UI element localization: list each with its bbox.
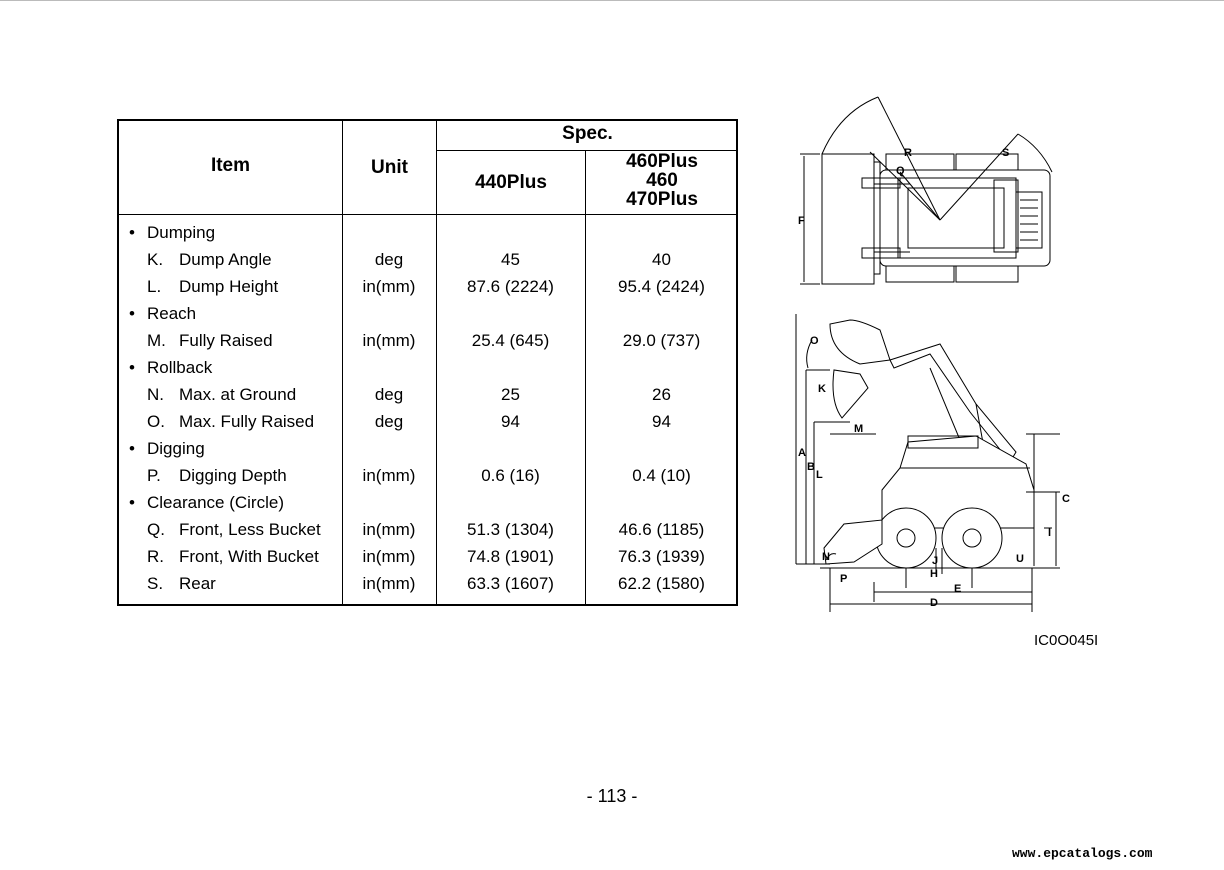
table-row [119, 273, 736, 300]
row-label-text: Digging [147, 439, 205, 458]
value-440plus: 51.3 (1304) [467, 520, 554, 539]
value-460plus: 40 [652, 250, 671, 269]
table-row [119, 516, 736, 543]
header-model-line: 470Plus [626, 189, 698, 210]
row-letter: Q. [147, 520, 165, 539]
svg-text:P: P [840, 573, 848, 585]
row-label [129, 435, 205, 462]
row-unit: in(mm) [362, 547, 416, 566]
row-label-text: Reach [147, 304, 197, 323]
row-label [147, 570, 216, 597]
top-view-diagram [798, 97, 1052, 284]
value-460plus: 0.4 (10) [632, 466, 691, 485]
table-group-row [119, 435, 736, 462]
table-row [119, 246, 736, 273]
row-label-text: Max. Fully Raised [179, 412, 315, 431]
row-label [147, 543, 319, 570]
svg-text:D: D [930, 597, 938, 609]
header-model-line: 460 [646, 170, 678, 191]
value-440plus: 45 [501, 250, 520, 269]
row-label [129, 354, 212, 381]
value-440plus: 25 [501, 385, 520, 404]
row-label [129, 300, 196, 327]
svg-text:H: H [930, 568, 938, 580]
value-460plus: 26 [652, 385, 671, 404]
header-model-440plus: 440Plus [475, 172, 547, 193]
svg-text:Q: Q [896, 165, 905, 177]
bullet: • [129, 493, 135, 512]
row-label-text: Clearance (Circle) [147, 493, 284, 512]
row-label-text: Rear [179, 574, 216, 593]
row-label-text: Dump Height [179, 277, 279, 296]
row-label-text: Front, Less Bucket [179, 520, 321, 539]
row-unit: in(mm) [362, 574, 416, 593]
svg-text:K: K [818, 383, 826, 395]
watermark-link[interactable]: www.epcatalogs.com [1012, 846, 1153, 861]
row-unit: in(mm) [362, 520, 416, 539]
row-letter: O. [147, 412, 165, 431]
bullet: • [129, 304, 135, 323]
header-unit: Unit [371, 157, 408, 178]
svg-text:R: R [904, 147, 912, 159]
value-440plus: 94 [501, 412, 520, 431]
table-group-row [119, 219, 736, 246]
row-label-text: Max. at Ground [179, 385, 297, 404]
row-label [147, 246, 272, 273]
header-model-460-group [586, 152, 738, 209]
row-label [147, 381, 296, 408]
row-unit: in(mm) [362, 331, 416, 350]
table-group-row [119, 300, 736, 327]
row-label-text: Digging Depth [179, 466, 287, 485]
side-view-diagram [796, 314, 1070, 612]
top-rule [0, 0, 1224, 1]
table-group-row [119, 489, 736, 516]
svg-text:U: U [1016, 553, 1024, 565]
value-460plus: 46.6 (1185) [618, 520, 705, 539]
table-row [119, 570, 736, 597]
bullet: • [129, 358, 135, 377]
svg-text:S: S [1002, 147, 1010, 159]
row-label [147, 273, 278, 300]
row-label [147, 327, 273, 354]
row-label-text: Dumping [147, 223, 216, 242]
svg-text:N: N [822, 551, 830, 563]
table-row [119, 543, 736, 570]
row-unit: deg [374, 250, 404, 269]
row-letter: K. [147, 250, 164, 269]
svg-text:M: M [854, 423, 864, 435]
bullet: • [129, 439, 135, 458]
row-label [147, 516, 321, 543]
svg-text:B: B [807, 461, 815, 473]
svg-text:E: E [954, 583, 962, 595]
row-unit: in(mm) [362, 277, 416, 296]
value-460plus: 62.2 (1580) [618, 574, 705, 593]
svg-text:O: O [810, 335, 819, 347]
row-label-text: Dump Angle [179, 250, 272, 269]
loader-dimension-figure [790, 92, 1090, 622]
row-label [147, 408, 314, 435]
row-label [129, 489, 284, 516]
table-row [119, 381, 736, 408]
header-spec: Spec. [562, 123, 613, 144]
svg-text:F: F [798, 215, 805, 227]
table-row [119, 327, 736, 354]
value-440plus: 63.3 (1607) [467, 574, 554, 593]
svg-text:I: I [1048, 527, 1052, 539]
header-item: Item [210, 155, 251, 176]
value-460plus: 94 [652, 412, 671, 431]
header-model-line: 460Plus [626, 151, 698, 172]
bullet: • [129, 223, 135, 242]
table-header-bottom-rule [119, 214, 736, 215]
row-label-text: Fully Raised [179, 331, 273, 350]
value-440plus: 74.8 (1901) [467, 547, 554, 566]
row-letter: M. [147, 331, 166, 350]
row-unit: in(mm) [362, 466, 416, 485]
row-unit: deg [374, 385, 404, 404]
row-label [147, 462, 287, 489]
row-letter: P. [147, 466, 161, 485]
value-460plus: 95.4 (2424) [618, 277, 705, 296]
value-440plus: 25.4 (645) [471, 331, 550, 350]
spec-table [117, 119, 738, 606]
svg-text:J: J [932, 555, 939, 567]
row-letter: N. [147, 385, 164, 404]
row-unit: deg [374, 412, 404, 431]
value-460plus: 29.0 (737) [622, 331, 701, 350]
svg-text:L: L [816, 469, 823, 481]
figure-code: IC0O045I [1034, 632, 1099, 649]
row-letter: R. [147, 547, 164, 566]
value-460plus: 76.3 (1939) [618, 547, 705, 566]
row-label-text: Front, With Bucket [179, 547, 319, 566]
page-number: - 113 - [586, 786, 638, 806]
row-letter: L. [147, 277, 162, 296]
row-label [129, 219, 215, 246]
table-group-row [119, 354, 736, 381]
table-row [119, 462, 736, 489]
svg-text:A: A [798, 447, 806, 459]
row-letter: S. [147, 574, 164, 593]
value-440plus: 87.6 (2224) [467, 277, 554, 296]
table-row [119, 408, 736, 435]
svg-text:C: C [1062, 493, 1070, 505]
value-440plus: 0.6 (16) [481, 466, 540, 485]
row-label-text: Rollback [147, 358, 213, 377]
